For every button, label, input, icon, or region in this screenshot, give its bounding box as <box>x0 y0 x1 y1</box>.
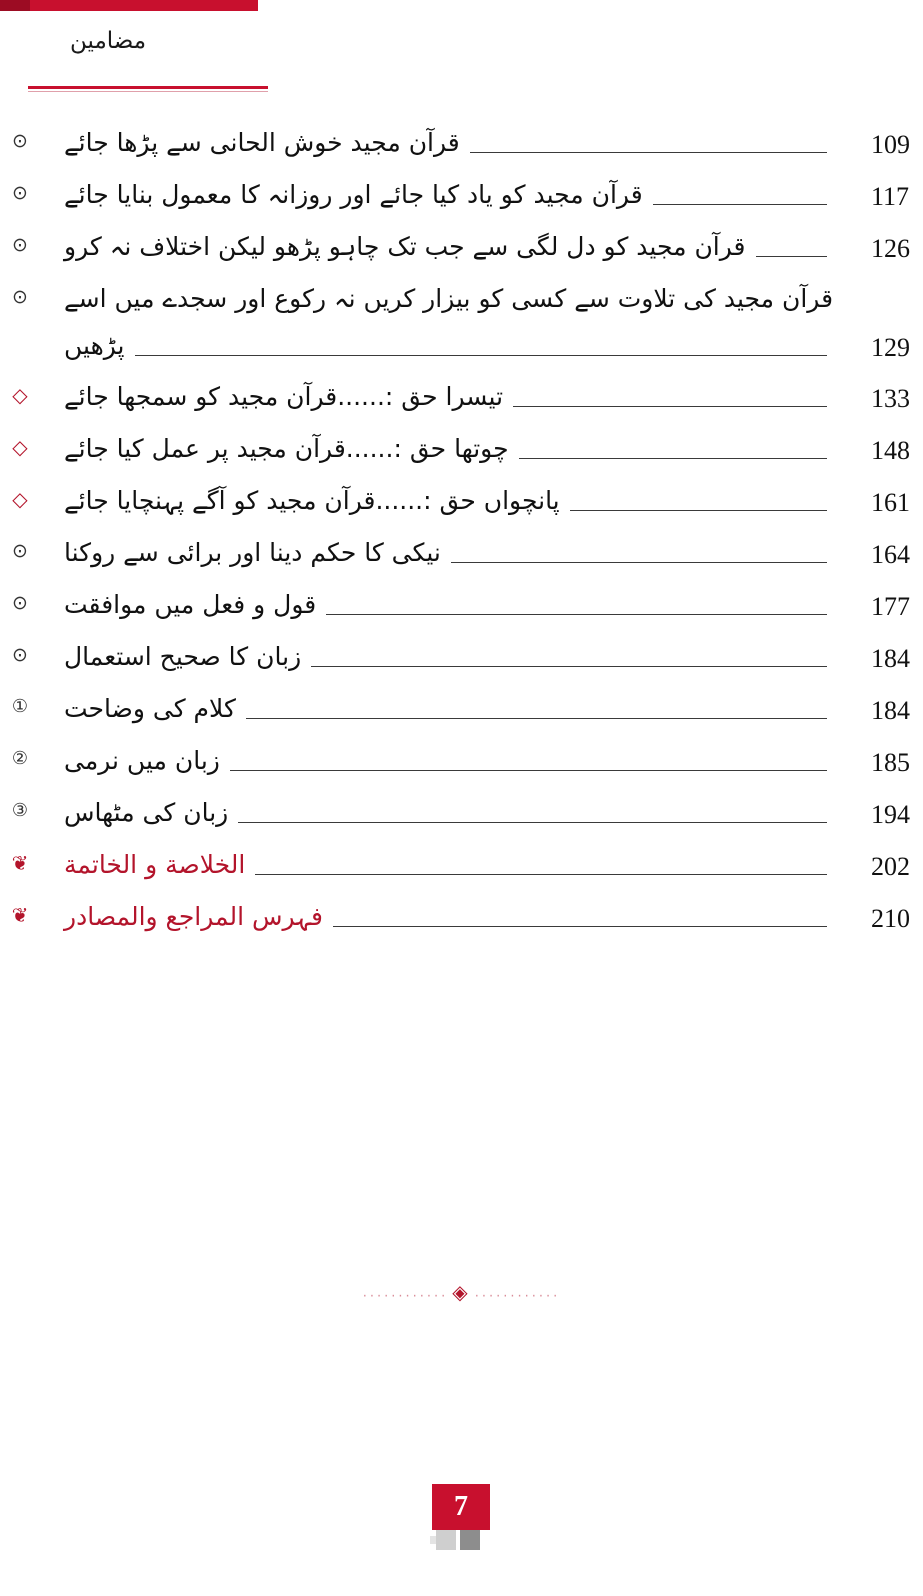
toc-entry[interactable] <box>0 632 923 684</box>
toc-bullet-num-icon: ② <box>11 748 29 769</box>
toc-entry-label: قول و فعل میں موافقت <box>64 590 317 619</box>
toc-bullet-num-icon: ③ <box>11 800 29 821</box>
toc-entry-label: قرآن مجید کی تلاوت سے کسی کو بیزار کریں نہ رکوع اور سجدے میں اسے <box>64 284 834 313</box>
toc-page-number: 202 <box>871 852 910 881</box>
toc-bullet-diamond-icon: ◇ <box>12 383 28 407</box>
toc-page-number: 148 <box>871 436 910 465</box>
toc-page-number: 161 <box>871 488 910 517</box>
header-rule <box>28 86 268 89</box>
toc-entry-label: نیکی کا حکم دینا اور برائی سے روکنا <box>64 538 441 567</box>
toc-entry-label: قرآن مجید خوش الحانی سے پڑھا جائے <box>64 128 460 157</box>
toc-entry[interactable] <box>0 840 923 892</box>
toc-entry-label: زبان کا صحیح استعمال <box>64 642 302 671</box>
page-header <box>0 18 923 76</box>
toc-page-number: 184 <box>871 644 910 673</box>
toc-entry-continuation[interactable] <box>0 326 923 372</box>
toc-leader-line <box>513 406 827 407</box>
toc-leader-line <box>653 204 827 205</box>
toc-leader-line <box>238 822 827 823</box>
toc-page-number: 177 <box>871 592 910 621</box>
ornament-diamond-icon: ◈ <box>452 1280 471 1304</box>
toc-entry[interactable] <box>0 476 923 528</box>
toc-page-number: 185 <box>871 748 910 777</box>
toc-entry-label: قرآن مجید کو یاد کیا جائے اور روزانہ کا معمول بنایا جائے <box>64 180 643 209</box>
toc-entry-label: زبان میں نرمی <box>64 746 220 775</box>
toc-entry[interactable] <box>0 528 923 580</box>
toc-entry[interactable] <box>0 580 923 632</box>
toc-bullet-num-icon: ① <box>11 696 29 717</box>
toc-bullet-ring-icon: ⊙ <box>12 592 28 614</box>
toc-leader-line <box>230 770 827 771</box>
page-footer <box>0 1484 923 1554</box>
toc-bullet-ring-icon: ⊙ <box>12 182 28 204</box>
footer-decor-grey-square <box>460 1530 480 1550</box>
toc-bullet-flower-icon: ❦ <box>11 903 29 927</box>
toc-bullet-ring-icon: ⊙ <box>12 644 28 666</box>
toc-leader-line <box>333 926 827 927</box>
toc-entry[interactable] <box>0 372 923 424</box>
toc-entry-label: فہرس المراجع والمصادر <box>64 902 323 931</box>
toc-leader-line <box>255 874 827 875</box>
toc-entry[interactable] <box>0 222 923 274</box>
toc-entry-label: الخلاصة و الخاتمة <box>64 850 246 879</box>
toc-leader-line <box>756 256 828 257</box>
toc-page-number: 194 <box>871 800 910 829</box>
toc-entry-label: زبان کی مٹھاس <box>64 798 229 827</box>
toc-leader-line <box>246 718 827 719</box>
toc-entry-label: تیسرا حق :......قرآن مجید کو سمجھا جائے <box>64 382 504 411</box>
toc-page-number: 109 <box>871 130 910 159</box>
corner-accent-bar <box>0 0 258 11</box>
header-rule-secondary <box>28 91 268 92</box>
toc-bullet-ring-icon: ⊙ <box>12 286 28 308</box>
toc-bullet-ring-icon: ⊙ <box>12 130 28 152</box>
toc-page-number: 164 <box>871 540 910 569</box>
toc-leader-line <box>135 355 827 356</box>
toc-bullet-diamond-icon: ◇ <box>12 487 28 511</box>
toc-page-number: 184 <box>871 696 910 725</box>
toc-bullet-flower-icon: ❦ <box>11 851 29 875</box>
toc-leader-line <box>519 458 827 459</box>
toc-entry[interactable] <box>0 736 923 788</box>
footer-decor-light-square <box>436 1530 456 1550</box>
toc-entry[interactable] <box>0 788 923 840</box>
table-of-contents <box>0 118 923 944</box>
toc-entry[interactable] <box>0 684 923 736</box>
toc-bullet-diamond-icon: ◇ <box>12 435 28 459</box>
ornament-dots-left: ............ <box>474 1285 561 1301</box>
ornament-dots-right: ............ <box>362 1285 449 1301</box>
toc-entry-label: پانچواں حق :......قرآن مجید کو آگے پہنچایا جائے <box>64 486 560 515</box>
toc-entry-label: قرآن مجید کو دل لگی سے جب تک چاہو پڑھو لیکن اختلاف نہ کرو <box>64 232 746 261</box>
toc-page-number: 126 <box>871 234 910 263</box>
toc-leader-line <box>570 510 827 511</box>
toc-page-number: 117 <box>871 182 910 211</box>
section-ornament <box>0 1280 923 1304</box>
toc-page-number: 133 <box>871 384 910 413</box>
toc-leader-line <box>451 562 827 563</box>
toc-entry-label: کلام کی وضاحت <box>64 694 236 723</box>
corner-accent-bar-dark <box>0 0 30 11</box>
toc-bullet-ring-icon: ⊙ <box>12 540 28 562</box>
toc-entry[interactable] <box>0 170 923 222</box>
toc-leader-line <box>326 614 827 615</box>
toc-entry[interactable] <box>0 118 923 170</box>
toc-leader-line <box>470 152 827 153</box>
toc-entry[interactable] <box>0 274 923 326</box>
toc-entry[interactable] <box>0 424 923 476</box>
page-number-badge: 7 <box>432 1484 490 1530</box>
toc-bullet-ring-icon: ⊙ <box>12 234 28 256</box>
page-title: مضامین <box>70 28 147 54</box>
toc-entry[interactable] <box>0 892 923 944</box>
toc-entry-label: چوتھا حق :......قرآن مجید پر عمل کیا جائے <box>64 434 509 463</box>
toc-leader-line <box>311 666 827 667</box>
toc-page-number: 129 <box>871 333 910 362</box>
toc-page-number: 210 <box>871 904 910 933</box>
toc-entry-label-line2: پڑھیں <box>64 331 125 360</box>
